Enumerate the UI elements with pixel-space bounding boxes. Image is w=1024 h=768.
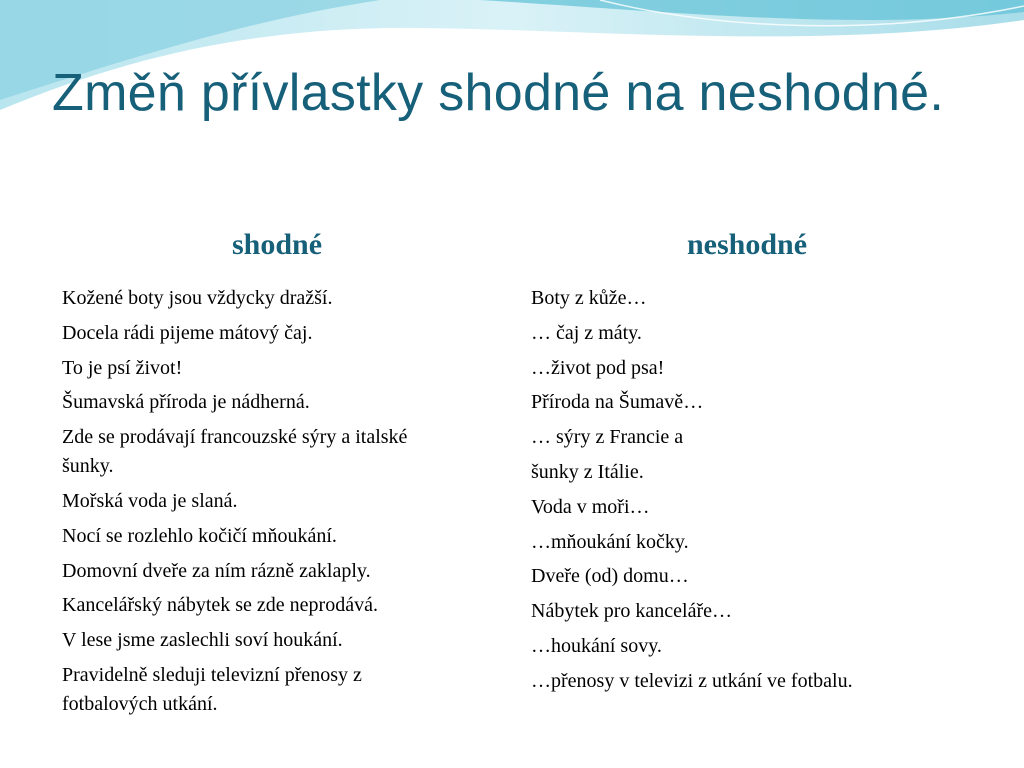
list-item: … sýry z Francie a [531, 426, 684, 449]
list-item: Docela rádi pijeme mátový čaj. [62, 321, 313, 344]
list-item: Domovní dveře za ním rázně zaklaply. [62, 559, 371, 582]
list-item: Nábytek pro kanceláře… [531, 600, 733, 623]
list-item: …houkání sovy. [531, 634, 662, 657]
column-heading-neshodne: neshodné [686, 228, 808, 261]
list-item: Kožené boty jsou vždycky dražší. [62, 287, 333, 309]
list-item: Voda v moři… [531, 495, 650, 518]
list-item: V lese jsme zaslechli soví houkání. [62, 629, 343, 652]
slide-title: Změň přívlastky shodné na neshodné. [52, 64, 945, 122]
list-item: Mořská voda je slaná. [62, 489, 238, 512]
list-item: …přenosy v televizi z utkání ve fotbalu. [531, 669, 853, 692]
list-item: Boty z kůže… [531, 287, 647, 309]
list-item: Pravidelně sleduji televizní přenosy z fotbalových utkání. [62, 663, 362, 715]
list-item: Zde se prodávají francouzské sýry a italské šunky. [62, 426, 408, 478]
right-column-list [531, 284, 971, 702]
list-item: Kancelářský nábytek se zde neprodává. [62, 594, 378, 617]
list-item: Dveře (od) domu… [531, 565, 689, 588]
list-item: …život pod psa! [531, 356, 665, 379]
list-item: … čaj z máty. [531, 321, 642, 344]
list-item: Šumavská příroda je nádherná. [62, 391, 310, 414]
left-column-list [62, 284, 462, 725]
column-heading-shodne: shodné [231, 228, 323, 261]
list-item: Příroda na Šumavě… [531, 391, 704, 414]
list-item: …mňoukání kočky. [531, 530, 689, 553]
list-item: Nocí se rozlehlo kočičí mňoukání. [62, 524, 337, 547]
list-item: To je psí život! [62, 356, 183, 379]
list-item: šunky z Itálie. [531, 460, 644, 483]
